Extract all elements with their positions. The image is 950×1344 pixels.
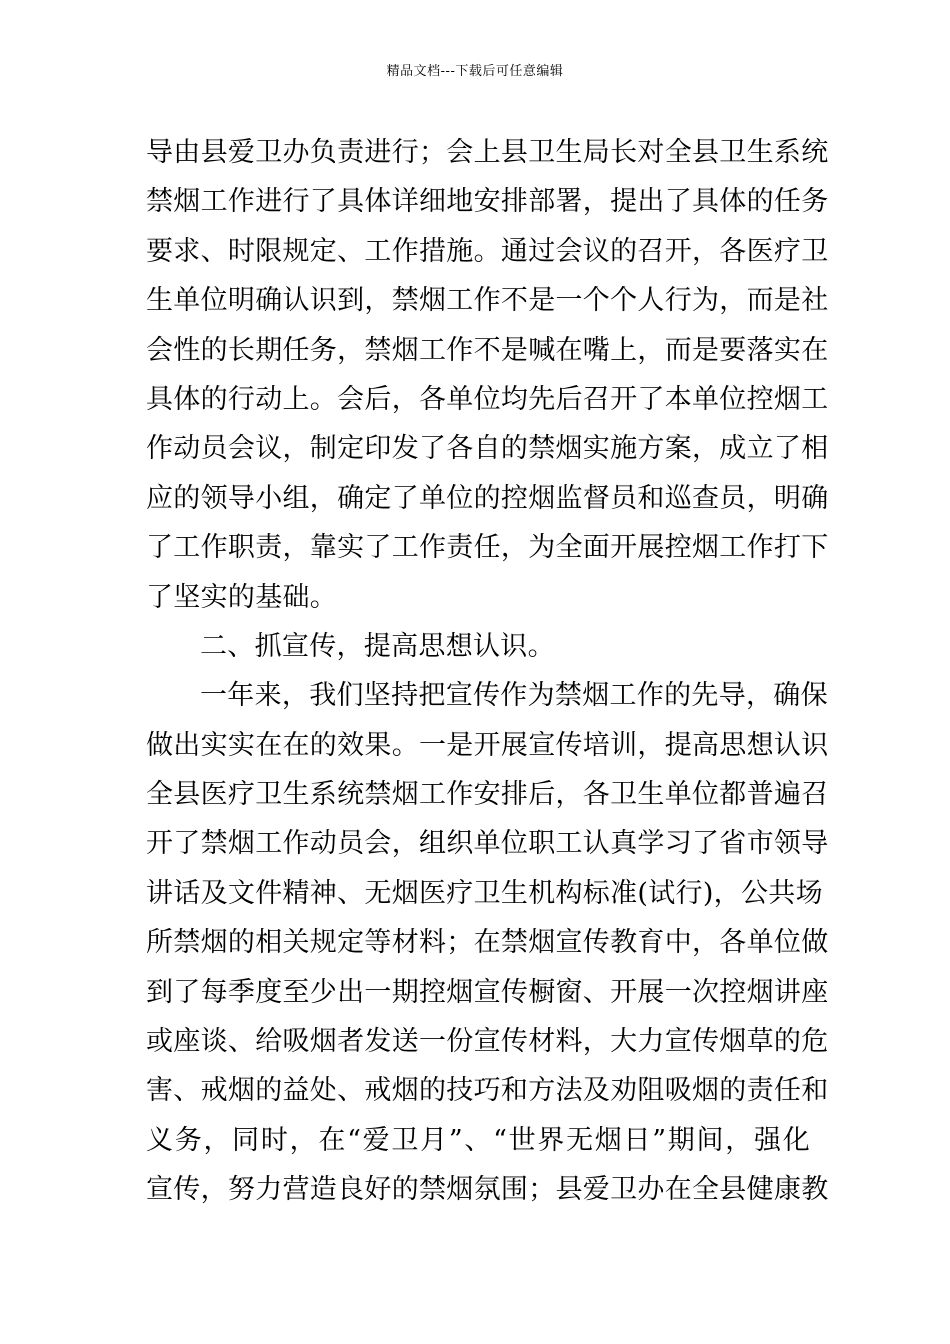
text-line: 应的领导小组，确定了单位的控烟监督员和巡查员，明确 <box>146 482 829 514</box>
text-line: 了坚实的基础。 <box>146 581 338 613</box>
text-line: 开了禁烟工作动员会，组织单位职工认真学习了省市领导 <box>146 828 829 860</box>
document-body <box>146 128 829 1215</box>
text-line: 一年来，我们坚持把宣传作为禁烟工作的先导，确保 <box>200 680 828 712</box>
text-line: 导由县爱卫办负责进行；会上县卫生局长对全县卫生系统 <box>146 137 829 168</box>
text-line: 宣传，努力营造良好的禁烟氛围；县爱卫办在全县健康教 <box>146 1174 829 1206</box>
text-line: 要求、时限规定、工作措施。通过会议的召开，各医疗卫 <box>146 235 829 267</box>
text-line: 到了每季度至少出一期控烟宣传橱窗、开展一次控烟讲座 <box>146 976 829 1008</box>
text-line: 义务，同时，在“爱卫月”、“世界无烟日”期间，强化 <box>146 1124 810 1156</box>
text-line: 或座谈、给吸烟者发送一份宣传材料，大力宣传烟草的危 <box>146 1026 829 1058</box>
text-line: 生单位明确认识到，禁烟工作不是一个个人行为，而是社 <box>146 285 829 317</box>
text-line: 做出实实在在的效果。一是开展宣传培训，提高思想认识 <box>146 729 829 761</box>
page-header: 精品文档---下载后可任意编辑 <box>386 64 564 79</box>
text-line: 讲话及文件精神、无烟医疗卫生机构标准(试行)，公共场 <box>146 877 823 909</box>
text-line: 具体的行动上。会后，各单位均先后召开了本单位控烟工 <box>146 383 829 415</box>
text-line: 了工作职责，靠实了工作责任，为全面开展控烟工作打下 <box>146 532 829 564</box>
section-heading: 二、抓宣传，提高思想认识。 <box>200 630 555 662</box>
text-line: 全县医疗卫生系统禁烟工作安排后，各卫生单位都普遍召 <box>146 779 829 811</box>
text-line: 所禁烟的相关规定等材料；在禁烟宣传教育中，各单位做 <box>146 927 829 959</box>
text-line: 害、戒烟的益处、戒烟的技巧和方法及劝阻吸烟的责任和 <box>146 1075 829 1107</box>
text-line: 作动员会议，制定印发了各自的禁烟实施方案，成立了相 <box>146 433 829 465</box>
text-line: 会性的长期任务，禁烟工作不是喊在嘴上，而是要落实在 <box>146 334 829 366</box>
text-line: 禁烟工作进行了具体详细地安排部署，提出了具体的任务 <box>146 186 829 218</box>
